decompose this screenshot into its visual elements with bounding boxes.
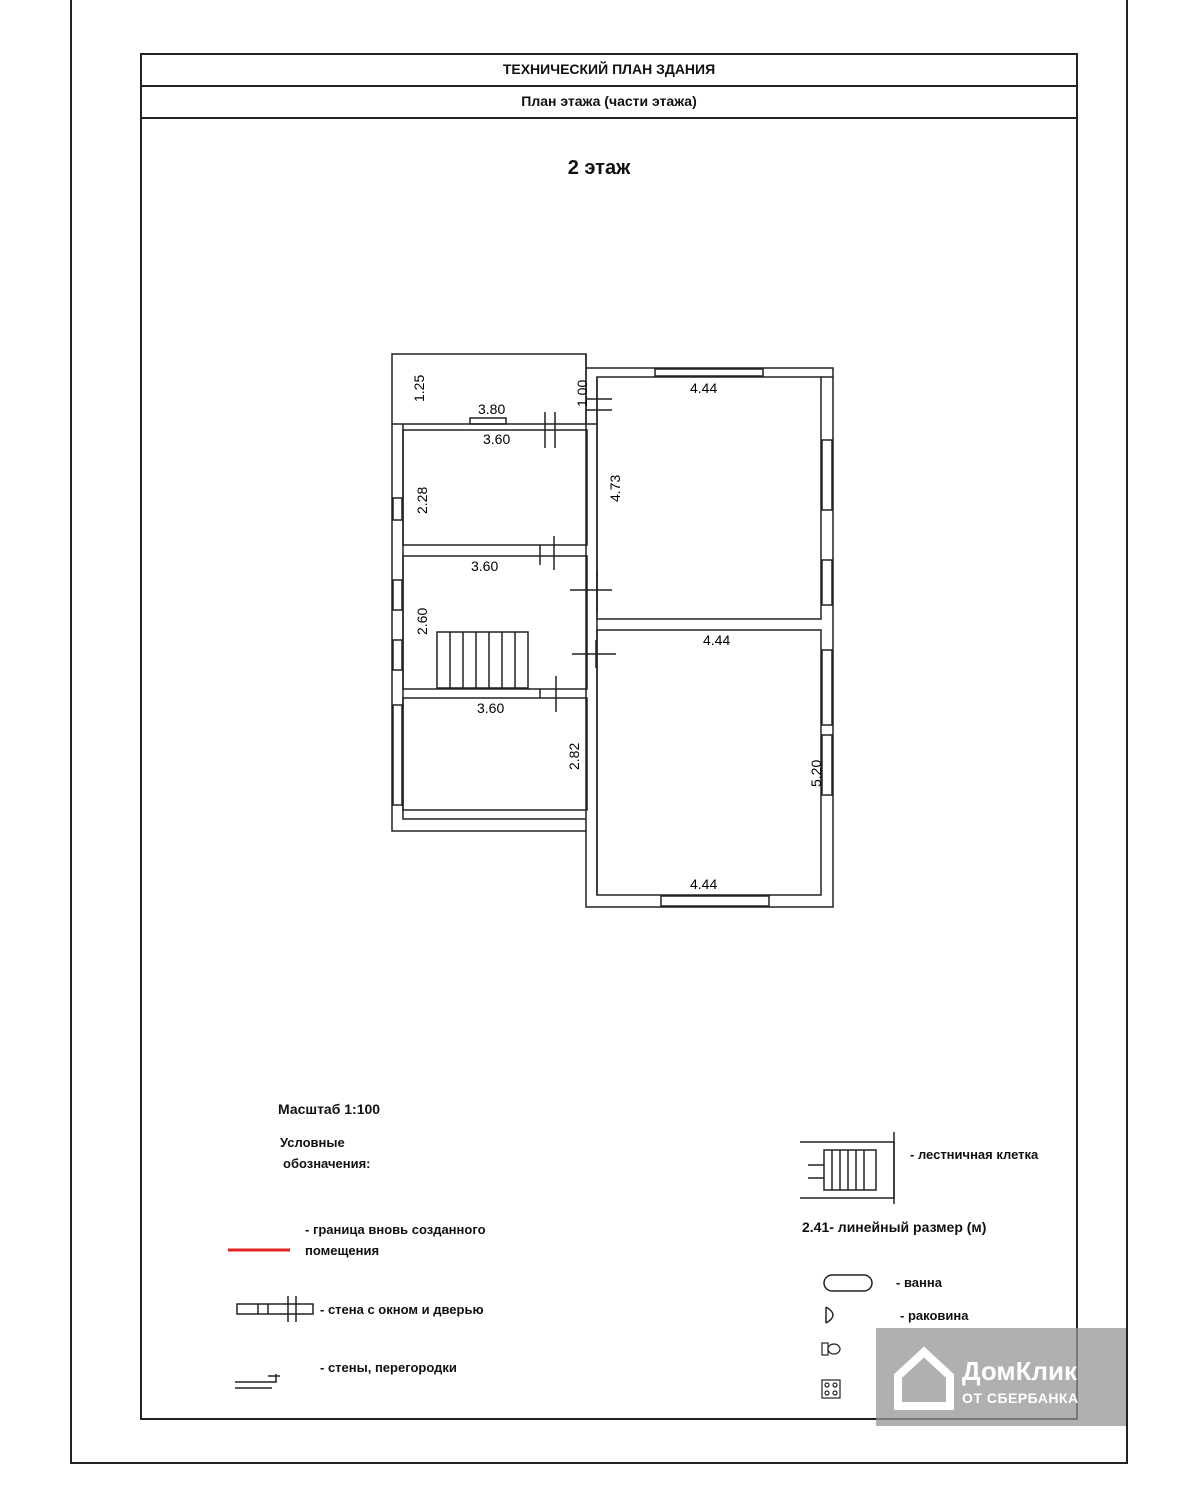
stair-room bbox=[403, 556, 587, 689]
window bbox=[393, 498, 402, 520]
sink-label: - раковина bbox=[900, 1308, 969, 1323]
legend-heading: Условные bbox=[280, 1135, 345, 1150]
dim-label: 4.44 bbox=[703, 632, 731, 648]
floor-title: 2 этаж bbox=[567, 157, 631, 179]
bath-symbol bbox=[824, 1275, 872, 1291]
window bbox=[393, 705, 402, 805]
scale-label: Масштаб 1:100 bbox=[278, 1101, 381, 1117]
inner-wall-line bbox=[403, 424, 586, 819]
dim-label: 5.20 bbox=[808, 759, 824, 787]
sink-symbol bbox=[826, 1307, 833, 1323]
boundary-label: помещения bbox=[305, 1243, 380, 1258]
sheet-title: ТЕХНИЧЕСКИЙ ПЛАН ЗДАНИЯ bbox=[502, 61, 716, 77]
window bbox=[822, 440, 832, 510]
legend-heading: обозначения: bbox=[283, 1156, 371, 1171]
stairwell-symbol bbox=[800, 1132, 894, 1204]
sheet-subtitle: План этажа (части этажа) bbox=[521, 93, 697, 109]
dim-label: 2.28 bbox=[414, 486, 430, 514]
dim-label: 3.80 bbox=[478, 401, 506, 417]
dim-label: 2.60 bbox=[414, 607, 430, 635]
window bbox=[661, 896, 769, 906]
window bbox=[393, 640, 402, 670]
toilet-symbol bbox=[822, 1343, 840, 1355]
wall-window-door-label: - стена с окном и дверью bbox=[320, 1302, 484, 1317]
room-1 bbox=[403, 430, 587, 545]
window bbox=[822, 650, 832, 725]
watermark bbox=[876, 1328, 1126, 1426]
stove-symbol bbox=[822, 1380, 840, 1398]
dim-label: 3.60 bbox=[477, 700, 505, 716]
wall-window-door-symbol bbox=[237, 1296, 313, 1322]
boundary-label: - граница вновь созданного bbox=[305, 1222, 486, 1237]
dim-label: 3.60 bbox=[471, 558, 499, 574]
stairwell-label: - лестничная клетка bbox=[910, 1147, 1039, 1162]
watermark-title: ДомКлик bbox=[962, 1356, 1077, 1386]
big-room-bottom bbox=[597, 630, 821, 895]
house-logo-icon bbox=[890, 1328, 960, 1426]
watermark-subtitle: ОТ СБЕРБАНКА bbox=[962, 1390, 1079, 1406]
window bbox=[655, 369, 763, 376]
window bbox=[470, 418, 506, 424]
bath-label: - ванна bbox=[896, 1275, 942, 1290]
dim-label: 1.25 bbox=[411, 374, 427, 402]
dim-label: 1.00 bbox=[574, 379, 590, 407]
walls-label: - стены, перегородки bbox=[320, 1360, 457, 1375]
big-room-top bbox=[597, 377, 821, 619]
window bbox=[822, 560, 832, 605]
dim-label: 4.44 bbox=[690, 380, 718, 396]
window bbox=[393, 580, 402, 610]
dim-label: 4.44 bbox=[690, 876, 718, 892]
dim-label: 2.82 bbox=[566, 742, 582, 770]
dim-label: 3.60 bbox=[483, 431, 511, 447]
dim-label: 4.73 bbox=[607, 474, 623, 502]
linear-size-label: 2.41- линейный размер (м) bbox=[802, 1219, 987, 1235]
walls-symbol bbox=[235, 1374, 280, 1388]
